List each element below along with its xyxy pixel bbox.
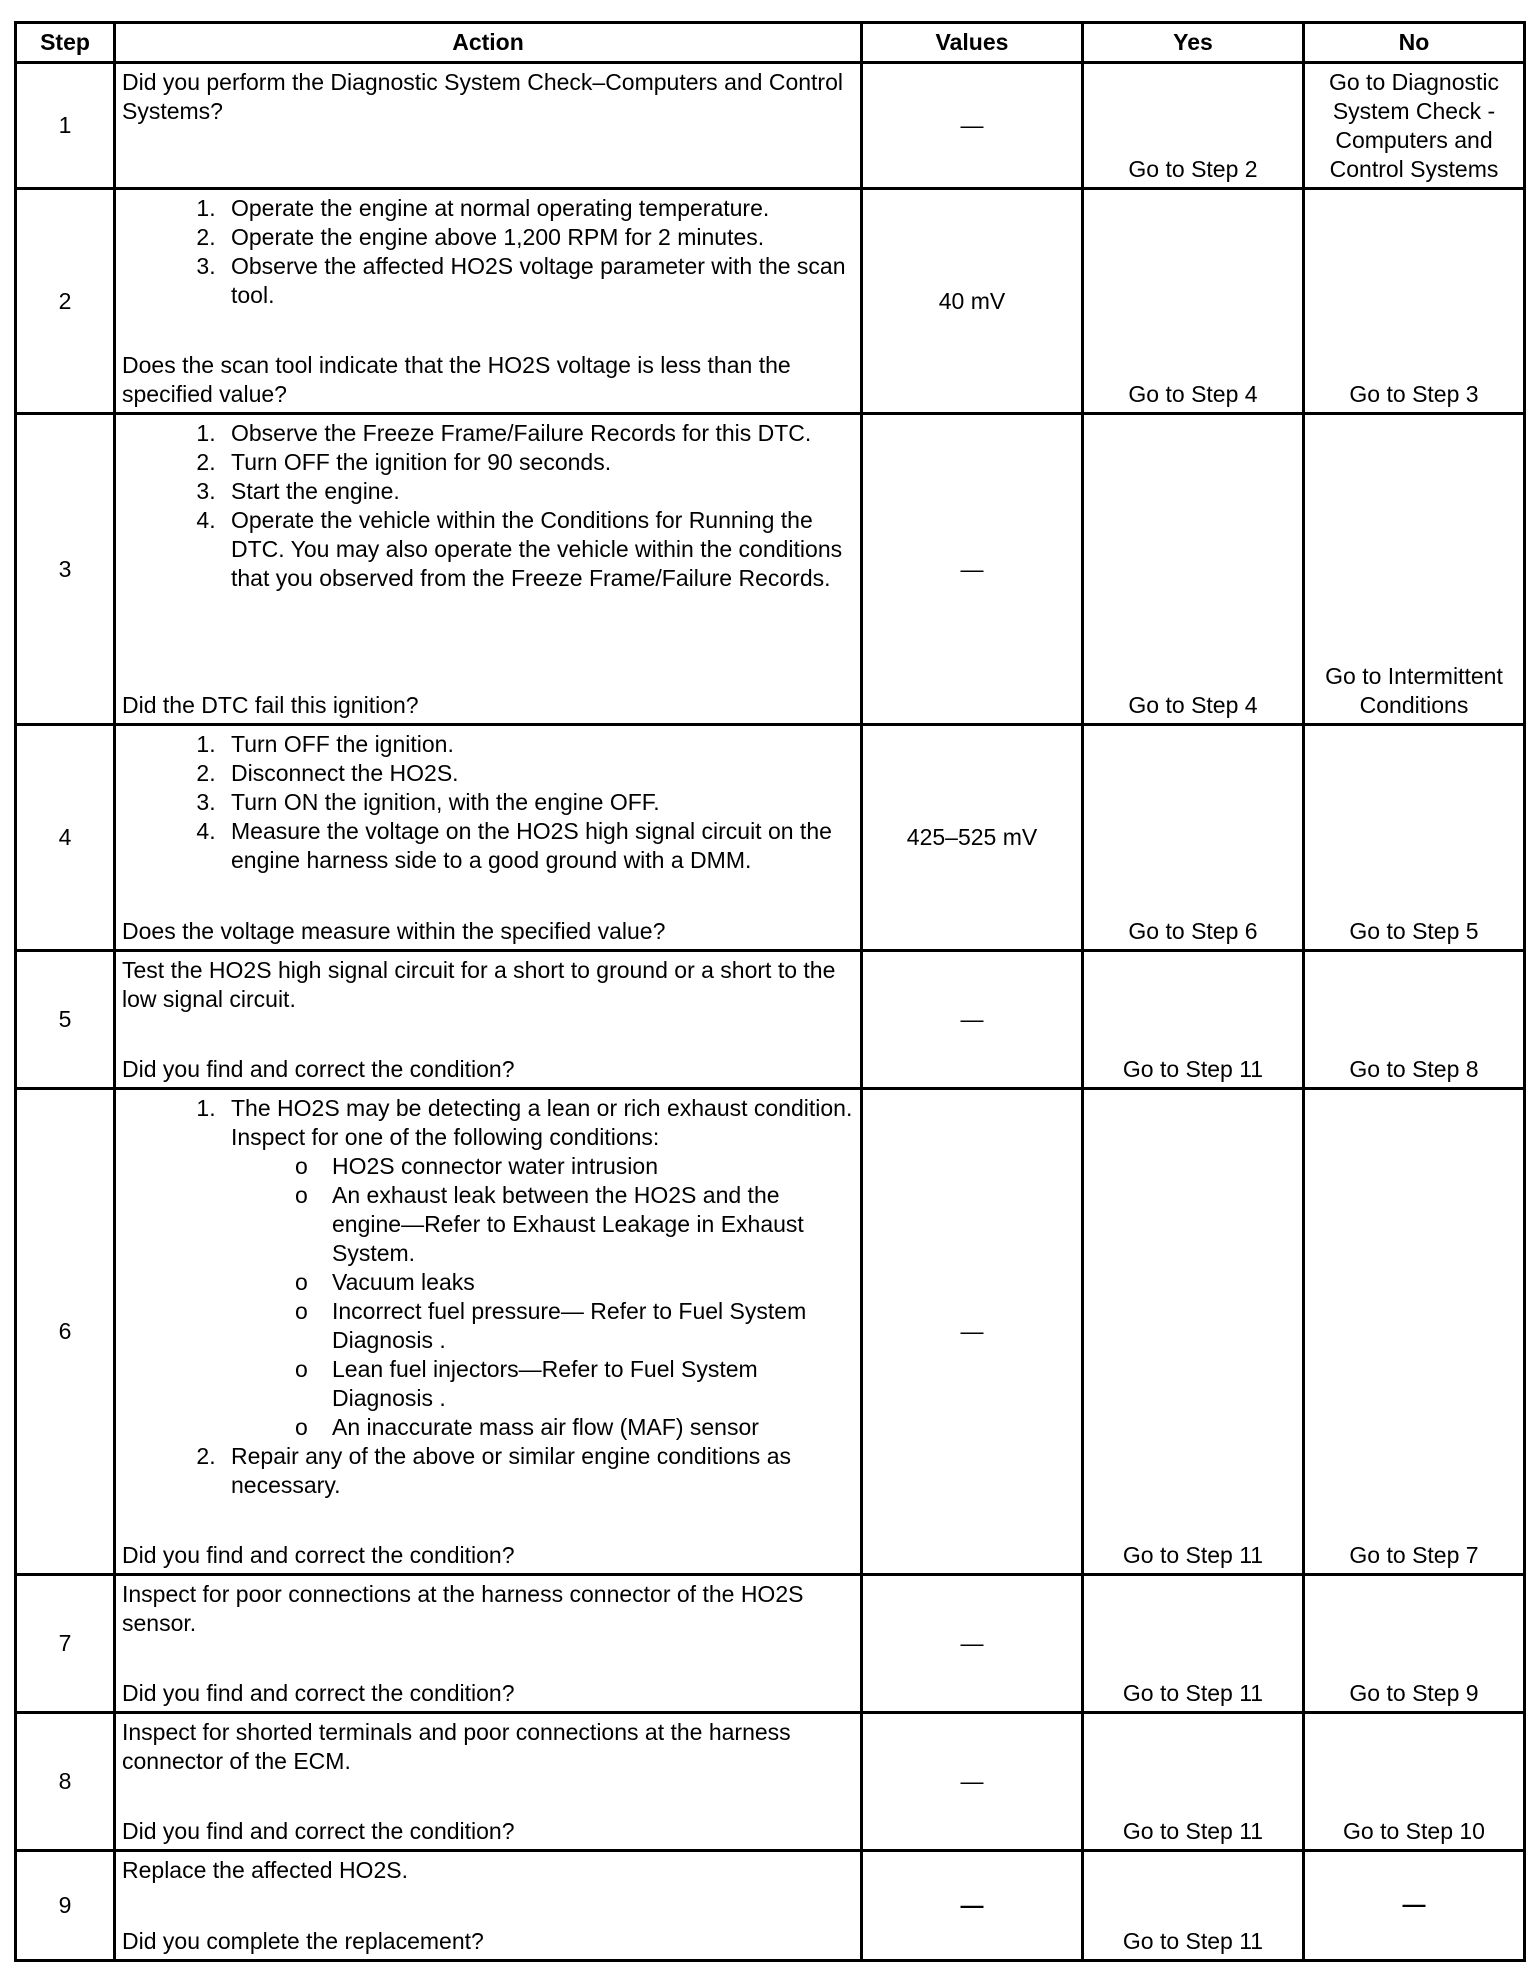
action-cell (115, 951, 862, 1089)
step-number: 3 (16, 414, 115, 725)
header-no: No (1304, 23, 1525, 63)
value-cell: — (862, 1089, 1083, 1575)
action-step-item: 4. Measure the voltage on the HO2S high signal circuit on the engine harness side to a good ground with a DMM. (222, 817, 854, 875)
no-cell: — (1304, 1851, 1525, 1961)
header-yes: Yes (1083, 23, 1304, 63)
value-cell: — (862, 63, 1083, 189)
value-cell: 40 mV (862, 189, 1083, 414)
action-question: Does the scan tool indicate that the HO2S voltage is less than the specified value? (122, 352, 791, 407)
table-row (16, 1089, 1525, 1575)
no-cell: Go to Step 3 (1304, 189, 1525, 414)
condition-item: o HO2S connector water intrusion (295, 1152, 854, 1181)
condition-item: o Incorrect fuel pressure— Refer to Fuel System Diagnosis . (295, 1297, 854, 1355)
action-text: Inspect for shorted terminals and poor connections at the harness connector of the ECM. (122, 1719, 791, 1774)
no-cell: Go to Step 7 (1304, 1089, 1525, 1575)
step-number: 8 (16, 1713, 115, 1851)
header-step: Step (16, 23, 115, 63)
step-number: 4 (16, 725, 115, 951)
value-cell: 425–525 mV (862, 725, 1083, 951)
action-text: Replace the affected HO2S. (122, 1857, 408, 1883)
action-question: Did you complete the replacement? (122, 1928, 484, 1954)
no-cell: Go to Step 8 (1304, 951, 1525, 1089)
action-steps (122, 194, 854, 310)
yes-cell: Go to Step 4 (1083, 414, 1304, 725)
step-number: 6 (16, 1089, 115, 1575)
yes-cell: Go to Step 11 (1083, 1089, 1304, 1575)
action-steps (122, 730, 854, 875)
table-row (16, 63, 1525, 189)
action-steps (122, 1094, 854, 1500)
yes-cell: Go to Step 11 (1083, 1575, 1304, 1713)
condition-item: o An inaccurate mass air flow (MAF) sensor (295, 1413, 854, 1442)
step-number: 2 (16, 189, 115, 414)
condition-list (231, 1152, 854, 1442)
action-cell (115, 1851, 862, 1961)
action-text: Did you perform the Diagnostic System Check–Computers and Control Systems? (122, 69, 843, 124)
no-cell: Go to Intermittent Conditions (1304, 414, 1525, 725)
no-cell: Go to Step 5 (1304, 725, 1525, 951)
action-question: Did you find and correct the condition? (122, 1056, 515, 1082)
yes-cell: Go to Step 11 (1083, 951, 1304, 1089)
step-number: 1 (16, 63, 115, 189)
action-cell (115, 725, 862, 951)
table-row (16, 1575, 1525, 1713)
value-cell: — (862, 1713, 1083, 1851)
action-step-item: 1. Operate the engine at normal operating temperature. (222, 194, 854, 223)
header-values: Values (862, 23, 1083, 63)
action-step-item: 2. Turn OFF the ignition for 90 seconds. (222, 448, 854, 477)
action-question: Did you find and correct the condition? (122, 1818, 515, 1844)
action-step-item: 3. Observe the affected HO2S voltage parameter with the scan tool. (222, 252, 854, 310)
table-row (16, 1851, 1525, 1961)
condition-item: o Vacuum leaks (295, 1268, 854, 1297)
yes-cell: Go to Step 4 (1083, 189, 1304, 414)
value-cell: — (862, 951, 1083, 1089)
step-number: 9 (16, 1851, 115, 1961)
value-cell: — (862, 414, 1083, 725)
action-step-item: 1. Observe the Freeze Frame/Failure Records for this DTC. (222, 419, 854, 448)
action-steps (122, 419, 854, 593)
action-step-item: 2. Disconnect the HO2S. (222, 759, 854, 788)
action-step-item: 3. Start the engine. (222, 477, 854, 506)
table-row (16, 189, 1525, 414)
action-question: Did you find and correct the condition? (122, 1542, 515, 1568)
table-row (16, 725, 1525, 951)
value-cell: — (862, 1575, 1083, 1713)
table-row (16, 1713, 1525, 1851)
action-cell (115, 1089, 862, 1575)
yes-cell: Go to Step 11 (1083, 1851, 1304, 1961)
action-step-item: 2. Operate the engine above 1,200 RPM for 2 minutes. (222, 223, 854, 252)
yes-cell: Go to Step 6 (1083, 725, 1304, 951)
no-cell: Go to Step 9 (1304, 1575, 1525, 1713)
yes-cell: Go to Step 11 (1083, 1713, 1304, 1851)
yes-cell: Go to Step 2 (1083, 63, 1304, 189)
header-row (16, 23, 1525, 63)
step-number: 7 (16, 1575, 115, 1713)
no-cell: Go to Step 10 (1304, 1713, 1525, 1851)
condition-item: o An exhaust leak between the HO2S and the engine—Refer to Exhaust Leakage in Exhaust System. (295, 1181, 854, 1268)
action-step-item: 1. Turn OFF the ignition. (222, 730, 854, 759)
table-row (16, 414, 1525, 725)
diagnostic-table (14, 21, 1526, 1962)
action-step-text: The HO2S may be detecting a lean or rich exhaust condition. Inspect for one of the following conditions: (231, 1095, 853, 1150)
action-text: Test the HO2S high signal circuit for a short to ground or a short to the low signal circuit. (122, 957, 836, 1012)
action-step-item: 2. Repair any of the above or similar engine conditions as necessary. (222, 1442, 854, 1500)
table-row (16, 951, 1525, 1089)
action-question: Does the voltage measure within the specified value? (122, 918, 666, 944)
action-step-item: 3. Turn ON the ignition, with the engine OFF. (222, 788, 854, 817)
action-cell (115, 1575, 862, 1713)
action-cell (115, 1713, 862, 1851)
action-step-item (222, 1094, 854, 1442)
step-number: 5 (16, 951, 115, 1089)
action-cell (115, 414, 862, 725)
action-step-item: 4. Operate the vehicle within the Conditions for Running the DTC. You may also operate the vehicle within the conditions that you observed from the Freeze Frame/Failure Records. (222, 506, 854, 593)
no-cell: Go to Diagnostic System Check - Computers and Control Systems (1304, 63, 1525, 189)
action-question: Did you find and correct the condition? (122, 1680, 515, 1706)
action-cell (115, 63, 862, 189)
condition-item: o Lean fuel injectors—Refer to Fuel System Diagnosis . (295, 1355, 854, 1413)
action-cell (115, 189, 862, 414)
header-action: Action (115, 23, 862, 63)
action-question: Did the DTC fail this ignition? (122, 692, 419, 718)
value-cell: — (862, 1851, 1083, 1961)
action-text: Inspect for poor connections at the harness connector of the HO2S sensor. (122, 1581, 804, 1636)
